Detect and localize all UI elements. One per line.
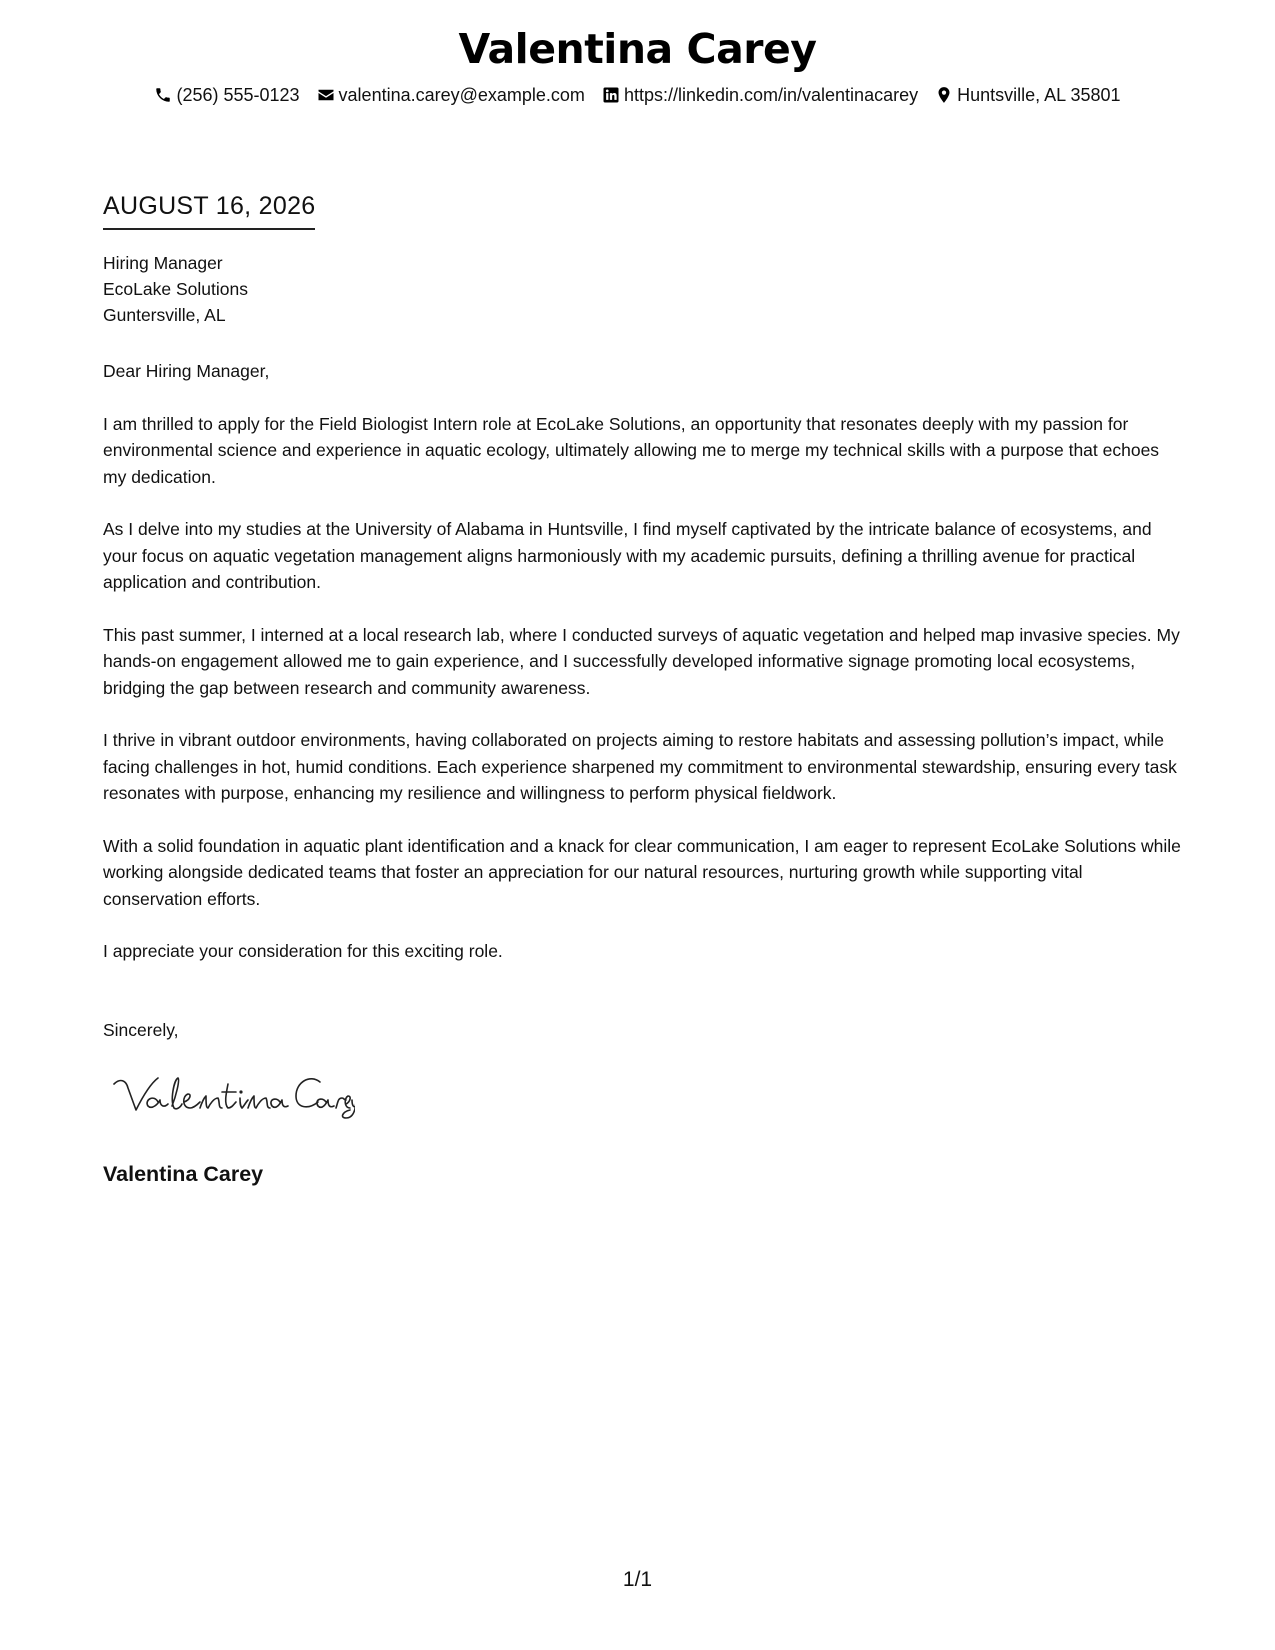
contact-phone [154,83,299,107]
recipient-block [103,250,248,328]
phone-icon [154,86,172,104]
page-number: 1/1 [622,1568,653,1591]
body-paragraph: This past summer, I interned at a local research lab, where I conducted surveys of aquatic vegetation and helped map invasive species. My hands-on engagement allowed me to gain experience, and I successfully developed informative signage promoting local ecosystems, bridging the gap between research and community awareness. [103,624,1180,698]
letter-header [0,18,1275,107]
recipient-company: EcoLake Solutions [103,279,248,299]
letter-date: AUGUST 16, 2026 [103,189,315,230]
body-paragraph: As I delve into my studies at the University of Alabama in Huntsville, I find myself captivated by the intricate balance of ecosystems, and your focus on aquatic vegetation management aligns harmoniously with my academic pursuits, defining a thrilling avenue for practical application and contribution. [103,519,1152,592]
contact-location [935,83,1120,107]
recipient-location: Guntersville, AL [103,305,226,325]
linkedin-link[interactable]: https://linkedin.com/in/valentinacarey [623,85,919,105]
map-pin-icon [935,86,953,104]
contact-bar [0,83,1275,107]
location-text: Huntsville, AL 35801 [957,85,1121,105]
envelope-icon [317,86,335,104]
body-paragraph: I thrive in vibrant outdoor environments, having collaborated on projects aiming to restore habitats and assessing pollution’s impact, while facing challenges in hot, humid conditions. Each experience sharpened my commitment to environmental stewardship, ensuring every task resonates with purpose, enhancing my resilience and willingness to perform physical fieldwork. [103,730,1177,803]
signer-name: Valentina Carey [103,1162,264,1186]
body-paragraph: I am thrilled to apply for the Field Biologist Intern role at EcoLake Solutions, an opportunity that resonates deeply with my passion for environmental science and experience in aquatic ecology, ultimately allowing me to merge my technical skills with a purpose that echoes my dedication. [103,413,1160,487]
recipient-title: Hiring Manager [103,253,223,273]
email-link[interactable]: valentina.carey@example.com [338,85,585,105]
letter-body [103,358,1183,991]
linkedin-icon [602,86,620,104]
contact-email [317,83,585,107]
closing: Sincerely, [103,1020,179,1040]
body-paragraph: With a solid foundation in aquatic plant identification and a knack for clear communication, I am eager to represent EcoLake Solutions while working alongside dedicated teams that foster an appreciation for our natural resources, nurturing growth while supporting vital conservation efforts. [103,835,1181,909]
applicant-name: Valentina Carey [458,25,817,73]
body-paragraph: I appreciate your consideration for this exciting role. [103,941,503,961]
phone-text: (256) 555-0123 [176,85,300,105]
salutation: Dear Hiring Manager, [103,361,270,381]
contact-linkedin [602,83,918,107]
handwritten-signature [110,1068,355,1120]
